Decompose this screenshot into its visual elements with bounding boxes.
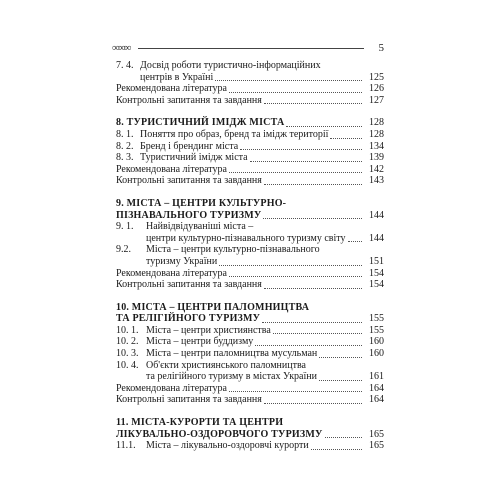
toc-entry-10-4[interactable] (116, 360, 384, 383)
entry-number: 9.2. (116, 244, 131, 256)
toc-entry[interactable] (116, 268, 384, 280)
entry-page: 154 (369, 267, 384, 279)
entry-title: Поняття про образ, бренд та імідж території (140, 128, 329, 140)
entry-title: Міста – центри християнства (146, 324, 271, 336)
entry-page: 160 (369, 336, 384, 348)
table-of-contents (116, 60, 384, 452)
entry-page: 160 (369, 348, 384, 360)
toc-section-8 (116, 117, 384, 187)
toc-entry[interactable] (116, 336, 384, 348)
toc-entry[interactable] (116, 325, 384, 337)
toc-entry[interactable] (116, 348, 384, 360)
entry-title: Бренд і брендинг міста (140, 140, 239, 152)
entry-title: Міста – центри буддизму (146, 336, 254, 348)
section-page: 128 (369, 117, 384, 129)
section-title-cont: ТА РЕЛІГІЙНОГО ТУРИЗМУ (116, 313, 261, 325)
section-title: 10. МІСТА – ЦЕНТРИ ПАЛОМНИЦТВА (116, 301, 310, 313)
entry-number: 10. 2. (116, 336, 139, 348)
entry-page: 165 (369, 440, 384, 452)
toc-entry[interactable] (116, 95, 384, 107)
page-number: 5 (378, 42, 384, 54)
entry-number: 9. 1. (116, 221, 134, 233)
entry-page: 134 (369, 140, 384, 152)
entry-title: Найвідвідуваніші міста – (146, 221, 254, 233)
toc-entry[interactable] (116, 440, 384, 452)
section-heading-cont[interactable] (116, 429, 384, 441)
toc-entry[interactable] (116, 175, 384, 187)
entry-title-cont: туризму України (146, 255, 218, 267)
entry-title: Контрольні запитання та завдання (116, 279, 262, 291)
entry-page: 151 (369, 255, 384, 267)
entry-title-cont: центрів в Україні (140, 71, 214, 83)
section-heading-cont[interactable] (116, 313, 384, 325)
section-title: 11. МІСТА-КУРОРТИ ТА ЦЕНТРИ (116, 417, 284, 429)
section-title: 8. ТУРИСТИЧНИЙ ІМІДЖ МІСТА (116, 117, 285, 129)
entry-title: Міста – центри паломництва мусульман (146, 348, 318, 360)
entry-number: 10. 4. (116, 359, 139, 371)
entry-number: 8. 1. (116, 128, 134, 140)
entry-page: 142 (369, 163, 384, 175)
toc-entry[interactable] (116, 141, 384, 153)
entry-page: 126 (369, 83, 384, 95)
section-heading[interactable] (116, 198, 384, 210)
toc-section-10 (116, 302, 384, 406)
section-page: 165 (369, 428, 384, 440)
entry-page: 164 (369, 394, 384, 406)
entry-title: Рекомендована література (116, 163, 227, 175)
entry-page: 139 (369, 152, 384, 164)
page-header (112, 41, 384, 55)
section-title: 9. МІСТА – ЦЕНТРИ КУЛЬТУРНО- (116, 197, 287, 209)
entry-page: 128 (369, 128, 384, 140)
entry-title: Міста – лікувально-оздоровчі курорти (146, 440, 309, 452)
section-page: 155 (369, 313, 384, 325)
entry-title-cont: та релігійного туризму в містах України (146, 371, 317, 383)
entry-title: Контрольні запитання та завдання (116, 94, 262, 106)
entry-title-cont: центри культурно-пізнавального туризму світу (146, 232, 346, 244)
entry-number: 10. 3. (116, 348, 139, 360)
toc-entry[interactable] (116, 152, 384, 164)
section-title-cont: ЛІКУВАЛЬНО-ОЗДОРОВЧОГО ТУРИЗМУ (116, 428, 323, 440)
entry-title: Контрольні запитання та завдання (116, 394, 262, 406)
entry-title: Досвід роботи туристично-інформаційних (140, 60, 321, 71)
entry-page: 144 (369, 232, 384, 244)
toc-entry-9-2[interactable] (116, 244, 384, 267)
entry-title: Рекомендована література (116, 267, 227, 279)
header-rule (138, 48, 364, 49)
toc-entry[interactable] (116, 279, 384, 291)
section-heading[interactable] (116, 117, 384, 129)
toc-entry-7-4[interactable] (116, 60, 384, 83)
entry-page: 161 (369, 371, 384, 383)
toc-entry[interactable] (116, 394, 384, 406)
entry-page: 143 (369, 175, 384, 187)
toc-section-11 (116, 417, 384, 452)
entry-title: Контрольні запитання та завдання (116, 175, 262, 187)
toc-entry[interactable] (116, 83, 384, 95)
section-heading[interactable] (116, 417, 384, 429)
entry-number: 7. 4. (116, 60, 134, 71)
entry-number: 8. 2. (116, 140, 134, 152)
entry-number: 10. 1. (116, 324, 139, 336)
section-heading[interactable] (116, 302, 384, 314)
toc-entry-9-1[interactable] (116, 221, 384, 244)
entry-page: 155 (369, 324, 384, 336)
toc-entry[interactable] (116, 129, 384, 141)
entry-title: Рекомендована література (116, 83, 227, 95)
toc-section-9 (116, 198, 384, 291)
section-heading-cont[interactable] (116, 210, 384, 222)
entry-page: 154 (369, 279, 384, 291)
section-title-cont: ПІЗНАВАЛЬНОГО ТУРИЗМУ (116, 209, 262, 221)
entry-page: 127 (369, 94, 384, 106)
entry-page: 125 (369, 71, 384, 83)
toc-entry[interactable] (116, 164, 384, 176)
entry-title: Рекомендована література (116, 382, 227, 394)
entry-title: Туристичний імідж міста (140, 152, 248, 164)
toc-entry[interactable] (116, 383, 384, 395)
entry-number: 11.1. (116, 440, 136, 452)
entry-title: Об'єкти християнського паломництва (146, 359, 306, 371)
section-page: 144 (369, 209, 384, 221)
entry-page: 164 (369, 382, 384, 394)
entry-title: Міста – центри культурно-пізнавального (146, 244, 320, 256)
ornament-icon: ∞∞∞ (112, 42, 130, 54)
entry-number: 8. 3. (116, 152, 134, 164)
